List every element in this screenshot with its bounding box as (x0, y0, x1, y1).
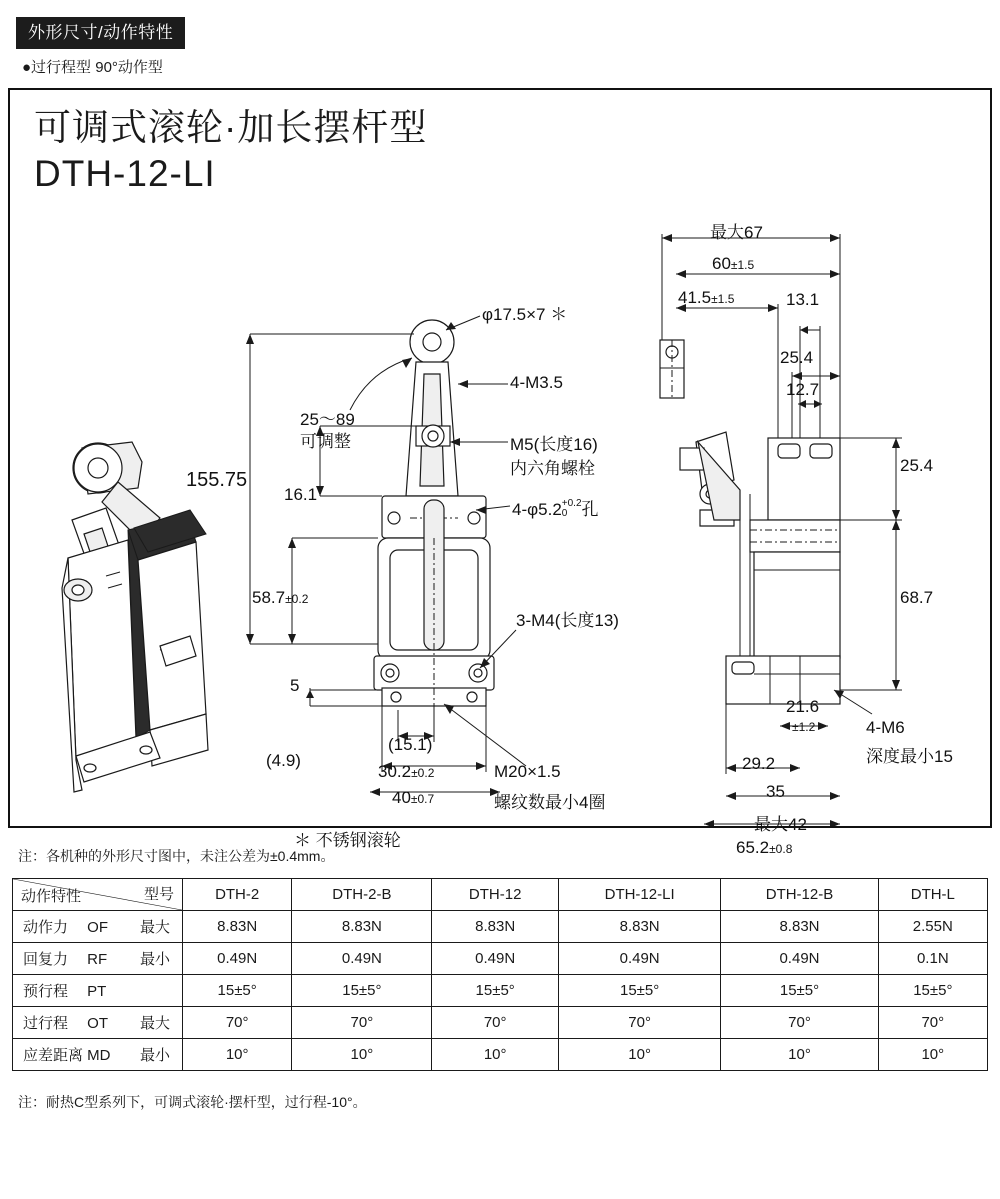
dim-5: 5 (290, 676, 300, 695)
cell-pt-4: 15±5° (721, 975, 878, 1007)
row-label-of: 动作力 OF (23, 919, 108, 936)
row-header-ot (13, 1007, 183, 1039)
dim-65-2-value: 65.2 (736, 838, 770, 857)
dim-max-42: 最大42 (754, 815, 807, 834)
row-qual-ot: 最大 (139, 1015, 170, 1032)
cell-ot-0: 70° (183, 1007, 292, 1039)
label-roller-spec: φ17.5×7 ＊ (482, 305, 568, 324)
cell-ot-4: 70° (721, 1007, 878, 1039)
cell-md-4: 10° (721, 1039, 878, 1071)
cell-rf-4: 0.49N (721, 943, 878, 975)
cell-of-5: 2.55N (878, 911, 987, 943)
label-4-m6: 4-M6 (866, 718, 905, 737)
label-m5-hex-bolt: 内六角螺栓 (510, 459, 595, 478)
row-label-md: 应差距离 MD (23, 1047, 111, 1064)
header-subtitle: ●过行程型 90°动作型 (22, 59, 163, 76)
label-hole-5-2-tail: 孔 (581, 500, 599, 519)
dim-155-75: 155.75 (186, 469, 248, 491)
dim-41-5-tol: ±1.5 (711, 292, 735, 306)
dim-58-7 (252, 588, 308, 608)
page-header (0, 0, 1000, 84)
cell-pt-0: 15±5° (183, 975, 292, 1007)
note-heat-resistant: 注：耐热C型系列下，可调式滚轮·摆杆型，过行程-10°。 (18, 1094, 367, 1110)
dim-65-2-tol: ±0.8 (769, 842, 793, 856)
cell-of-3: 8.83N (558, 911, 720, 943)
dim-60-tol: ±1.5 (730, 258, 755, 272)
spec-table (12, 878, 988, 1071)
row-header-md (13, 1039, 183, 1071)
dim-68-7: 68.7 (900, 588, 934, 607)
table-col-4: DTH-12-B (721, 879, 878, 911)
table-col-2: DTH-12 (432, 879, 558, 911)
table-row (13, 911, 988, 943)
table-row (13, 1039, 988, 1071)
dim-13-1: 13.1 (786, 290, 820, 309)
cell-md-0: 10° (183, 1039, 292, 1071)
dim-65-2 (736, 838, 792, 858)
dim-15-1: (15.1) (388, 735, 433, 754)
cell-rf-1: 0.49N (292, 943, 432, 975)
table-row (13, 1007, 988, 1039)
row-label-pt: 预行程 PT (23, 983, 107, 1000)
row-qual-of: 最大 (139, 919, 170, 936)
dim-4-9: (4.9) (266, 751, 301, 770)
pictorial-view (62, 442, 208, 792)
cell-of-2: 8.83N (432, 911, 558, 943)
dim-35: 35 (766, 782, 785, 801)
cell-ot-2: 70° (432, 1007, 558, 1039)
cell-rf-2: 0.49N (432, 943, 558, 975)
row-label-rf: 回复力 RF (23, 951, 108, 968)
dim-30-2-tol: ±0.2 (411, 766, 435, 780)
dim-25-4-right: 25.4 (900, 456, 934, 475)
dim-25-4-top: 25.4 (780, 348, 814, 367)
corner-model-label: 型号 (143, 886, 174, 903)
cell-rf-0: 0.49N (183, 943, 292, 975)
cell-of-1: 8.83N (292, 911, 432, 943)
label-adjust-range: 25～89 (300, 410, 355, 429)
label-3-m4: 3-M4(长度13) (516, 611, 619, 630)
cell-rf-3: 0.49N (558, 943, 720, 975)
cell-pt-3: 15±5° (558, 975, 720, 1007)
cell-pt-1: 15±5° (292, 975, 432, 1007)
dim-60 (712, 254, 754, 274)
cell-ot-5: 70° (878, 1007, 987, 1039)
table-header-row (13, 879, 988, 911)
cell-of-0: 8.83N (183, 911, 292, 943)
drawing-model: DTH-12-LI (34, 153, 216, 194)
cell-of-4: 8.83N (721, 911, 878, 943)
dim-29-2: 29.2 (742, 754, 776, 773)
label-adjust-text: 可调整 (300, 432, 351, 451)
table-col-5: DTH-L (878, 879, 987, 911)
dim-41-5 (678, 288, 734, 308)
table-row (13, 975, 988, 1007)
cell-ot-3: 70° (558, 1007, 720, 1039)
cell-md-2: 10° (432, 1039, 558, 1071)
label-4-m35: 4-M3.5 (510, 373, 563, 392)
dim-12-7: 12.7 (786, 380, 820, 399)
label-hole-5-2-sub: 0 (561, 508, 568, 519)
table-col-3: DTH-12-LI (558, 879, 720, 911)
row-header-of (13, 911, 183, 943)
dim-max-67: 最大67 (710, 223, 763, 242)
dim-30-2 (378, 762, 434, 782)
label-4-m6-depth: 深度最小15 (866, 747, 953, 766)
dim-21-6-tol: ±1.2 (792, 720, 816, 734)
label-footnote: ＊ 不锈钢滚轮 (294, 831, 401, 850)
dim-60-value: 60 (712, 254, 731, 273)
dim-30-2-value: 30.2 (378, 762, 412, 781)
table-col-0: DTH-2 (183, 879, 292, 911)
table-col-1: DTH-2-B (292, 879, 432, 911)
row-qual-md: 最小 (139, 1047, 170, 1064)
label-hole-5-2 (512, 495, 599, 520)
label-m20: M20×1.5 (494, 762, 561, 781)
dim-40-value: 40 (392, 788, 411, 807)
cell-pt-2: 15±5° (432, 975, 558, 1007)
row-qual-rf: 最小 (139, 951, 170, 968)
dim-40 (392, 788, 434, 808)
dim-40-tol: ±0.7 (410, 792, 435, 806)
front-view (246, 316, 526, 796)
row-header-pt (13, 975, 183, 1007)
cell-md-3: 10° (558, 1039, 720, 1071)
cell-rf-5: 0.1N (878, 943, 987, 975)
drawing-title: 可调式滚轮·加长摆杆型 (34, 107, 428, 148)
corner-characteristic-label: 动作特性 (21, 888, 82, 905)
row-label-ot: 过行程 OT (23, 1015, 108, 1032)
cell-ot-1: 70° (292, 1007, 432, 1039)
cell-md-5: 10° (878, 1039, 987, 1071)
cell-md-1: 10° (292, 1039, 432, 1071)
dim-58-7-tol: ±0.2 (285, 592, 309, 606)
label-hole-5-2-main: 4-φ5.2 (512, 500, 562, 519)
header-tag: 外形尺寸/动作特性 (16, 17, 185, 49)
label-m5-length: M5(长度16) (510, 435, 598, 454)
note-tolerance: 注：各机种的外形尺寸图中，未注公差为±0.4mm。 (18, 848, 335, 864)
cell-pt-5: 15±5° (878, 975, 987, 1007)
dim-58-7-value: 58.7 (252, 588, 286, 607)
label-thread-note: 螺纹数最小4圈 (494, 793, 606, 812)
dim-16-1: 16.1 (284, 485, 318, 504)
label-hole-5-2-sup: +0.2 (561, 498, 582, 509)
drawing-svg (10, 90, 994, 826)
dim-21-6: 21.6 (786, 697, 820, 716)
table-corner-cell (13, 879, 183, 911)
row-header-rf (13, 943, 183, 975)
table-row (13, 943, 988, 975)
dim-41-5-value: 41.5 (678, 288, 712, 307)
